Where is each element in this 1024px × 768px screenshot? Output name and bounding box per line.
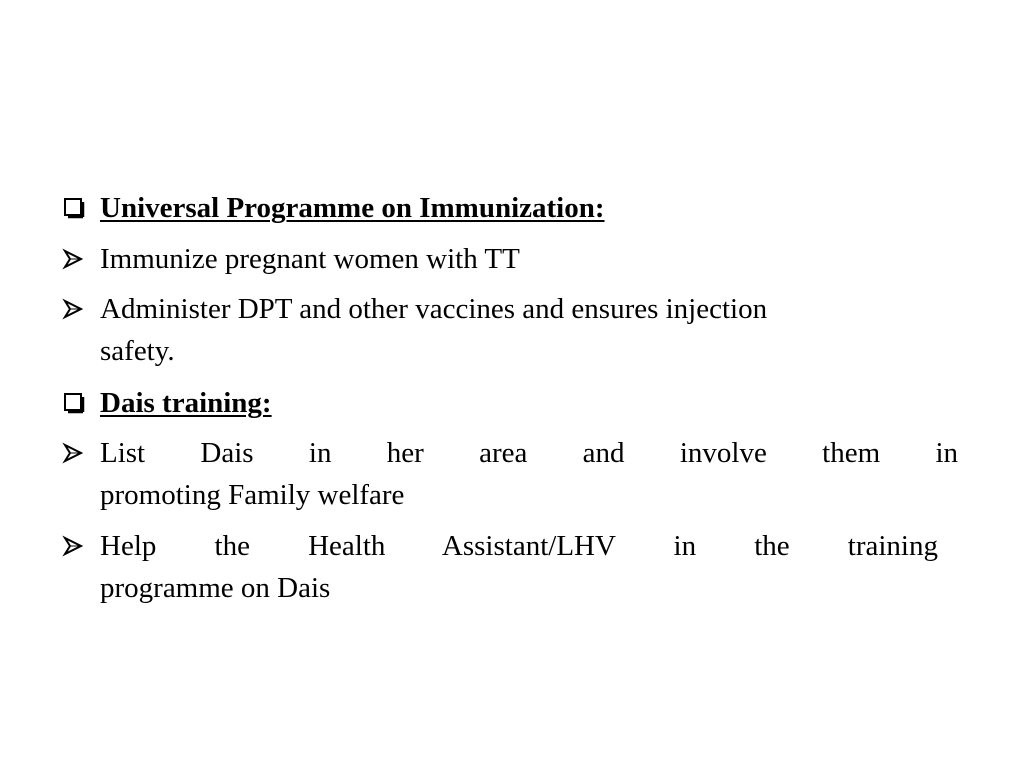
bullet-text-line: Help the Health Assistant/LHV in the training [100,530,938,562]
bullet-item [62,438,958,516]
bullet-text-line: List Dais in her area and involve them in [100,437,958,469]
bullet-text [100,288,962,372]
section-heading-immunization [62,193,962,229]
bullet-text-line: Administer DPT and other vaccines and ensures injection [100,293,768,325]
arrowhead-bullet-icon [62,438,100,468]
bullet-item [62,531,938,609]
bullet-item [62,294,962,372]
arrowhead-bullet-icon [62,531,100,561]
bullet-text-line: promoting Family welfare [100,479,405,511]
bullet-text [100,525,938,609]
bullet-text [100,432,958,516]
arrowhead-bullet-icon [62,294,100,324]
arrowhead-bullet-icon [62,244,100,274]
checkbox-square-icon [62,388,100,418]
checkbox-square-icon [62,193,100,223]
bullet-text-line: programme on Dais [100,572,331,604]
bullet-text: Immunize pregnant women with TT [100,243,520,275]
section-heading-dais-training [62,388,962,424]
bullet-item [62,244,962,280]
section-heading-text: Dais training: [100,387,272,419]
section-heading-text: Universal Programme on Immunization: [100,192,605,224]
bullet-text-line: safety. [100,335,175,367]
